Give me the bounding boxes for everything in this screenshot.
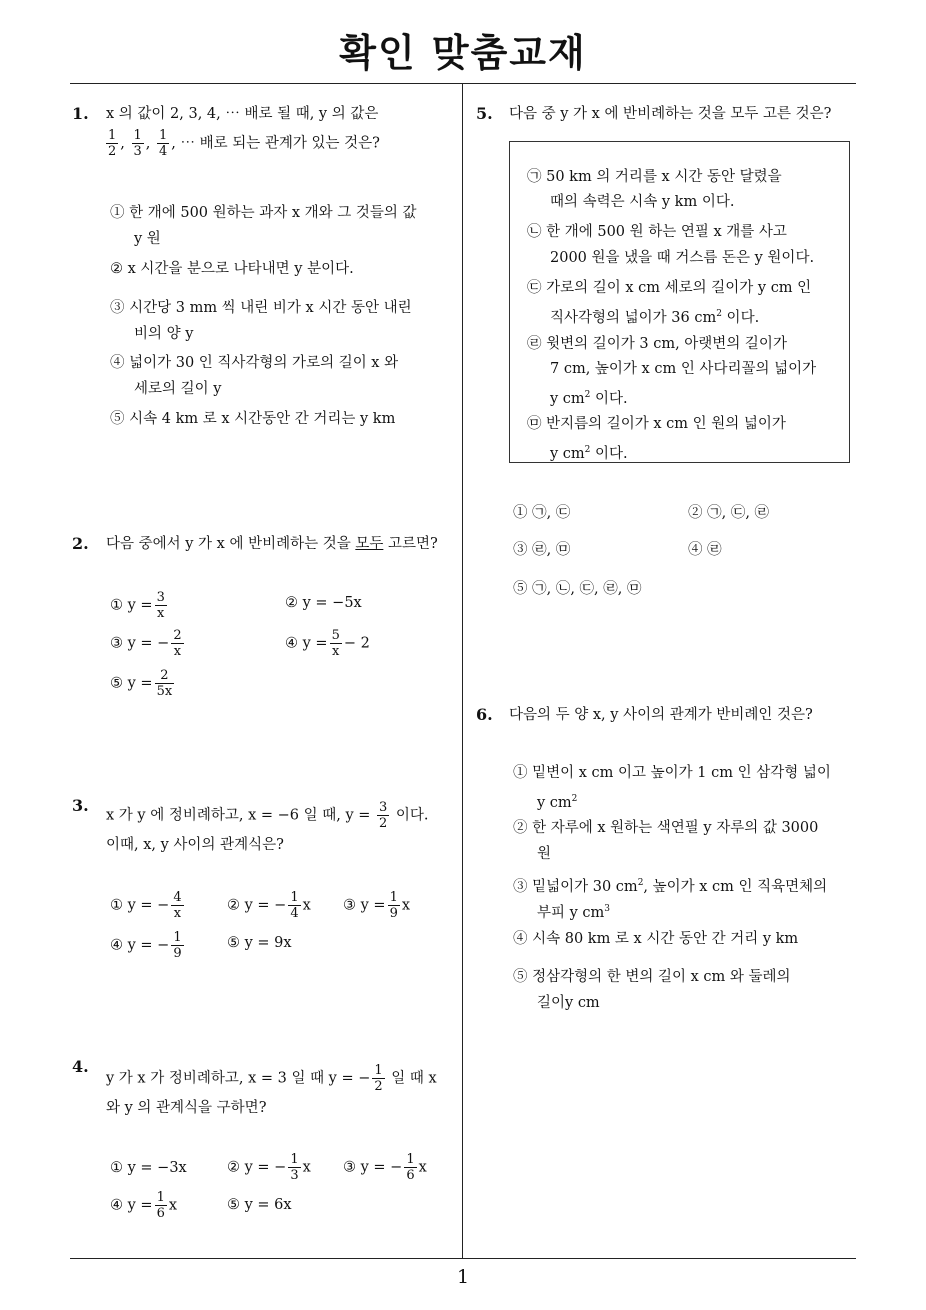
q5-choice-3[interactable]: ③ ㉣, ㉤ — [513, 542, 571, 558]
q5-box-item-1a: ㉠ 50 km 의 거리를 x 시간 동안 달렸을 — [527, 169, 782, 185]
q6-choice-2b: 원 — [537, 846, 552, 862]
header-divider — [70, 83, 856, 84]
q6-choice-5b: 길이y cm — [537, 995, 600, 1011]
q5-box-item-5b: y $cm^2$ 이다. — [550, 445, 628, 462]
q1-choice-3b: 비의 양 y — [134, 326, 194, 342]
q6-number: 6. — [476, 705, 493, 724]
q4-number: 4. — [72, 1057, 89, 1076]
column-divider — [462, 84, 463, 1259]
q1-number: 1. — [72, 104, 89, 123]
q1-choice-2[interactable]: ② x 시간을 분으로 나타내면 y 분이다. — [110, 261, 354, 277]
q6-text: 다음의 두 양 x, y 사이의 관계가 반비례인 것은? — [509, 707, 813, 723]
q3-text-line1: x 가 y 에 정비례하고, x = −6 일 때, y = $\frac{3}{2}$ 이다. — [106, 800, 429, 831]
q6-choice-5a[interactable]: ⑤ 정삼각형의 한 변의 길이 x cm 와 둘레의 — [513, 969, 791, 985]
q5-box-item-2b: 2000 원을 냈을 때 거스름 돈은 y 원이다. — [550, 250, 815, 266]
footer-divider — [70, 1258, 856, 1259]
q6-choice-1b: y $cm^2$ — [537, 794, 578, 811]
q2-choice-3[interactable]: ③ y = − $\frac{2}{x}$ — [110, 628, 182, 659]
page-title: 확인 맞춤교재 — [339, 31, 587, 75]
q1-text-line1: x 의 값이 2, 3, 4, ⋯ 배로 될 때, y 의 값은 — [106, 106, 379, 122]
q4-choice-1[interactable]: ① y = −3x — [110, 1160, 187, 1176]
q2-choice-4[interactable]: ④ y = $\frac{5}{x}$ − 2 — [285, 628, 370, 659]
q4-choice-5[interactable]: ⑤ y = 6x — [227, 1197, 292, 1213]
q1-choice-5[interactable]: ⑤ 시속 4 km 로 x 시간동안 간 거리는 y km — [110, 411, 396, 427]
q2-number: 2. — [72, 534, 89, 553]
q4-choice-2[interactable]: ② y = − $\frac{1}{3}$ x — [227, 1152, 311, 1183]
q6-choice-2a[interactable]: ② 한 자루에 x 원하는 색연필 y 자루의 값 3000 — [513, 820, 819, 836]
q3-number: 3. — [72, 796, 89, 815]
q1-choice-4b: 세로의 길이 y — [134, 381, 222, 397]
q5-text: 다음 중 y 가 x 에 반비례하는 것을 모두 고른 것은? — [509, 106, 832, 122]
q2-choice-1[interactable]: ① y = $\frac{3}{x}$ — [110, 590, 165, 621]
q4-choice-3[interactable]: ③ y = − $\frac{1}{6}$ x — [343, 1152, 427, 1183]
q5-box-item-2a: ㉡ 한 개에 500 원 하는 연필 x 개를 사고 — [527, 224, 787, 240]
q6-choice-1a[interactable]: ① 밑변이 x cm 이고 높이가 1 cm 인 삼각형 넓이 — [513, 765, 831, 781]
q1-choice-1a[interactable]: ① 한 개에 500 원하는 과자 x 개와 그 것들의 값 — [110, 205, 417, 221]
q5-box-item-4a: ㉣ 윗변의 길이가 3 cm, 아랫변의 길이가 — [527, 336, 787, 352]
page-number: 1 — [456, 1266, 470, 1288]
q3-text-line2: 이때, x, y 사이의 관계식은? — [106, 837, 284, 853]
q5-number: 5. — [476, 104, 493, 123]
q1-frac-3: $\frac{1}{4}$ — [159, 128, 168, 159]
q3-choice-2[interactable]: ② y = − $\frac{1}{4}$ x — [227, 890, 311, 921]
q3-choice-1[interactable]: ① y = − $\frac{4}{x}$ — [110, 890, 182, 921]
q6-choice-3b: 부피 y $cm^3$ — [537, 904, 611, 921]
q2-text: 다음 중에서 y 가 x 에 반비례하는 것을 모두 고르면? — [106, 536, 438, 552]
q4-text-line2: 와 y 의 관계식을 구하면? — [106, 1100, 267, 1116]
q1-choice-4a[interactable]: ④ 넓이가 30 인 직사각형의 가로의 길이 x 와 — [110, 355, 399, 371]
q3-choice-3[interactable]: ③ y = $\frac{1}{9}$ x — [343, 890, 411, 921]
q5-choice-4[interactable]: ④ ㉣ — [688, 542, 722, 558]
q5-box-item-4b: 7 cm, 높이가 x cm 인 사다리꼴의 넓이가 — [550, 361, 817, 377]
q1-choice-1b: y 원 — [134, 231, 161, 247]
q1-choice-3a[interactable]: ③ 시간당 3 mm 씩 내린 비가 x 시간 동안 내린 — [110, 300, 412, 316]
q5-box-item-4c: y $cm^2$ 이다. — [550, 390, 628, 407]
q5-choice-2[interactable]: ② ㉠, ㉢, ㉣ — [688, 505, 770, 521]
q3-choice-4[interactable]: ④ y = − $\frac{1}{9}$ — [110, 930, 182, 961]
q1-frac-2: $\frac{1}{3}$ — [133, 128, 142, 159]
q5-choice-1[interactable]: ① ㉠, ㉢ — [513, 505, 571, 521]
q6-choice-3a[interactable]: ③ 밑넓이가 30 $cm^2$, 높이가 x cm 인 직육면체의 — [513, 878, 828, 895]
q4-choice-4[interactable]: ④ y = $\frac{1}{6}$ x — [110, 1190, 178, 1221]
q1-text-line2: $\frac{1}{2}$ , $\frac{1}{3}$ , $\frac{1}{4}$ , ⋯ 배로 되는 관계가 있는 것은? — [108, 128, 380, 159]
q4-text-line1: y 가 x 가 정비례하고, x = 3 일 때 y = − $\frac{1}{2}$ 일 때 x — [106, 1063, 437, 1094]
q1-frac-1: $\frac{1}{2}$ — [108, 128, 117, 159]
q5-box-item-3b: 직사각형의 넓이가 36 $cm^2$ 이다. — [550, 309, 760, 326]
q6-choice-4[interactable]: ④ 시속 80 km 로 x 시간 동안 간 거리 y km — [513, 931, 799, 947]
q2-choice-5[interactable]: ⑤ y = $\frac{2}{5x}$ — [110, 668, 173, 699]
q5-box-item-5a: ㉤ 반지름의 길이가 x cm 인 원의 넓이가 — [527, 416, 786, 432]
q2-choice-2[interactable]: ② y = −5x — [285, 595, 362, 611]
q5-box-item-1b: 때의 속력은 시속 y km 이다. — [550, 194, 735, 210]
q5-choice-5[interactable]: ⑤ ㉠, ㉡, ㉢, ㉣, ㉤ — [513, 581, 642, 597]
q3-choice-5[interactable]: ⑤ y = 9x — [227, 935, 292, 951]
q5-box-item-3a: ㉢ 가로의 길이 x cm 세로의 길이가 y cm 인 — [527, 280, 812, 296]
